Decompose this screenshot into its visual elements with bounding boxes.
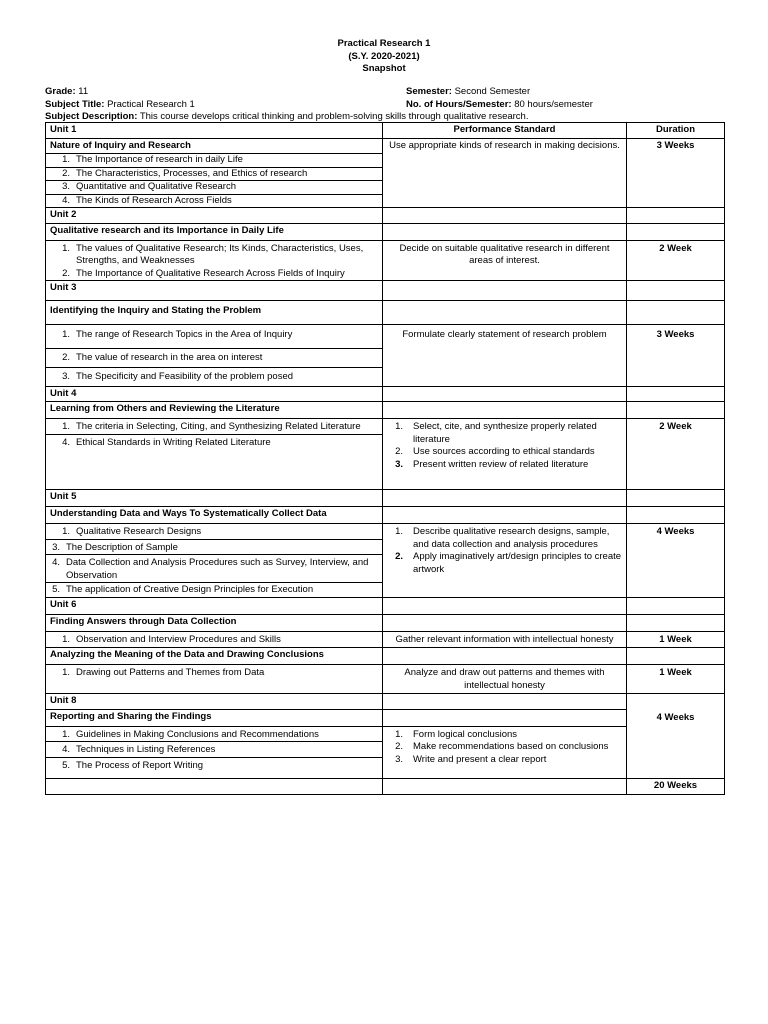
list-item	[46, 434, 382, 450]
item-number: 1.	[395, 421, 403, 432]
list-item	[46, 539, 382, 555]
empty-cell	[383, 779, 627, 795]
item-number: 2.	[62, 351, 70, 363]
item-number: 1.	[62, 154, 70, 165]
list-item	[46, 554, 382, 582]
subject-value: Practical Research 1	[104, 99, 195, 110]
unit-title-row	[46, 648, 725, 665]
empty-cell	[383, 694, 627, 710]
item-text: The Characteristics, Processes, and Ethics of research	[76, 167, 308, 179]
unit-title-row	[46, 301, 725, 325]
grade-field	[45, 86, 88, 98]
unit-title: Qualitative research and its Importance in Daily Life	[46, 223, 383, 240]
grade-value: 11	[75, 86, 89, 97]
empty-cell	[383, 223, 627, 240]
unit-label: Unit 8	[46, 694, 383, 710]
item-text: Ethical Standards in Writing Related Literature	[76, 436, 271, 448]
grade-label: Grade:	[45, 86, 76, 97]
item-text: Data Collection and Analysis Procedures such as Survey, Interview, and Observation	[66, 557, 369, 581]
duration: 2 Week	[627, 240, 725, 281]
total-row	[46, 779, 725, 795]
list-item	[50, 325, 378, 348]
column-header-standard: Performance Standard	[383, 123, 627, 139]
list-item	[387, 729, 622, 742]
performance-standard: Analyze and draw out patterns and themes with intellectual honesty	[383, 665, 627, 694]
empty-cell	[627, 490, 725, 507]
item-text: The value of research in the area on interest	[76, 351, 263, 363]
hours-label: No. of Hours/Semester:	[406, 99, 512, 110]
item-text: Select, cite, and synthesize properly related literature	[413, 421, 597, 445]
item-text: Guidelines in Making Conclusions and Recommendations	[76, 728, 319, 740]
duration: 1 Week	[627, 665, 725, 694]
item-number: 2.	[395, 741, 403, 752]
performance-standard: Gather relevant information with intellectual honesty	[383, 631, 627, 648]
list-item	[50, 268, 378, 281]
topics-cell	[46, 240, 383, 281]
item-text: The Kinds of Research Across Fields	[76, 194, 232, 206]
topics-row	[46, 240, 725, 281]
empty-cell	[627, 648, 725, 665]
list-item	[50, 419, 378, 434]
list-item	[46, 741, 382, 757]
unit-label: Unit 2	[46, 208, 383, 224]
performance-standard: Use appropriate kinds of research in making decisions.	[383, 138, 627, 208]
item-number: 1.	[395, 526, 403, 537]
unit-title-row	[46, 709, 725, 726]
list-item	[46, 194, 382, 208]
item-number: 4.	[62, 436, 70, 448]
duration: 1 Week	[627, 631, 725, 648]
list-item	[50, 154, 378, 167]
item-text: The Importance of research in daily Life	[76, 154, 243, 165]
list-item	[387, 741, 622, 754]
empty-cell	[383, 208, 627, 224]
item-text: Describe qualitative research designs, sample, and data collection and analysis procedures	[413, 526, 610, 550]
unit-title: Reporting and Sharing the Findings	[46, 709, 383, 726]
list-item	[387, 421, 622, 446]
unit-title-row	[46, 402, 725, 419]
unit-label: Unit 1	[46, 123, 383, 139]
list-item	[46, 757, 382, 779]
item-number: 4.	[62, 744, 70, 755]
empty-cell	[627, 223, 725, 240]
unit-label-row	[46, 208, 725, 224]
list-item	[387, 459, 622, 472]
list-item	[46, 367, 382, 386]
list-item	[46, 348, 382, 368]
topics-cell	[46, 524, 383, 598]
item-number: 1.	[62, 667, 70, 678]
empty-cell	[383, 614, 627, 631]
subject-label: Subject Title:	[45, 99, 105, 110]
item-number: 3.	[395, 458, 403, 470]
empty-cell	[627, 614, 725, 631]
performance-standards-cell	[383, 726, 627, 779]
unit-title-row	[46, 507, 725, 524]
item-text: Observation and Interview Procedures and Skills	[76, 633, 281, 645]
performance-standards-cell	[383, 524, 627, 598]
item-number: 2.	[62, 167, 70, 179]
empty-cell	[627, 208, 725, 224]
unit-label: Unit 5	[46, 490, 383, 507]
list-item	[50, 667, 378, 680]
subtitle-line: Snapshot	[362, 63, 406, 74]
item-text: Write and present a clear report	[413, 753, 547, 765]
empty-cell	[627, 281, 725, 301]
column-header-duration: Duration	[627, 123, 725, 139]
item-text: The Importance of Qualitative Research Across Fields of Inquiry	[76, 267, 345, 279]
empty-cell	[383, 490, 627, 507]
topics-cell	[46, 325, 383, 387]
list-item	[46, 167, 382, 181]
empty-cell	[383, 709, 627, 726]
performance-standards-cell	[383, 419, 627, 490]
duration: 3 Weeks	[627, 138, 725, 208]
list-item	[387, 526, 622, 551]
empty-cell	[383, 402, 627, 419]
item-text: Qualitative Research Designs	[76, 526, 202, 537]
item-number: 1.	[62, 526, 70, 537]
unit-title: Identifying the Inquiry and Stating the Problem	[46, 301, 383, 325]
empty-cell	[627, 386, 725, 402]
syllabus-table	[45, 122, 725, 795]
unit-label-row	[46, 281, 725, 301]
empty-cell	[383, 386, 627, 402]
school-year-line: (S.Y. 2020-2021)	[348, 50, 420, 62]
unit-label-row	[46, 386, 725, 402]
empty-cell	[627, 507, 725, 524]
item-number: 5.	[52, 584, 60, 595]
item-text: The criteria in Selecting, Citing, and Synthesizing Related Literature	[76, 421, 361, 432]
performance-standards-list	[387, 526, 622, 576]
topics-row	[46, 665, 725, 694]
empty-cell	[627, 402, 725, 419]
hours-value: 80 hours/semester	[511, 99, 593, 110]
document-title	[0, 38, 768, 76]
list-item	[46, 582, 382, 597]
unit-title: Finding Answers through Data Collection	[46, 614, 383, 631]
item-number: 1.	[62, 242, 70, 254]
hours-field	[406, 99, 593, 111]
item-text: Use sources according to ethical standards	[413, 446, 595, 457]
semester-label: Semester:	[406, 86, 452, 97]
item-number: 3.	[395, 753, 403, 765]
unit-title-row	[46, 138, 725, 154]
item-text: The application of Creative Design Principles for Execution	[66, 584, 314, 595]
item-text: Form logical conclusions	[413, 728, 518, 740]
performance-standard: Decide on suitable qualitative research in different areas of interest.	[383, 240, 627, 281]
item-text: Techniques in Listing References	[76, 744, 216, 755]
empty-cell	[46, 779, 383, 795]
empty-cell	[627, 301, 725, 325]
topics-row	[46, 325, 725, 387]
unit-label-row	[46, 597, 725, 614]
unit-title: Analyzing the Meaning of the Data and Drawing Conclusions	[46, 648, 383, 665]
topics-row	[46, 726, 725, 779]
item-number: 1.	[62, 633, 70, 645]
unit-title-row	[46, 223, 725, 240]
item-number: 5.	[62, 759, 70, 771]
list-item	[387, 551, 622, 576]
title-line: Practical Research 1	[337, 38, 431, 49]
item-text: Drawing out Patterns and Themes from Data	[76, 667, 265, 678]
item-number: 4.	[62, 194, 70, 206]
list-item	[50, 634, 378, 647]
topics-row	[46, 524, 725, 598]
topics-row	[46, 631, 725, 648]
item-text: The range of Research Topics in the Area of Inquiry	[76, 329, 293, 340]
duration: 2 Week	[627, 419, 725, 490]
empty-cell	[383, 301, 627, 325]
unit-label: Unit 3	[46, 281, 383, 301]
unit-title: Understanding Data and Ways To Systematically Collect Data	[46, 507, 383, 524]
subject-field	[45, 99, 195, 111]
item-number: 4.	[52, 557, 60, 568]
topics-cell	[46, 631, 383, 648]
item-text: The values of Qualitative Research; Its Kinds, Characteristics, Uses, Strengths, and Weaknesses	[76, 242, 364, 266]
topics-cell	[46, 154, 383, 208]
item-number: 3.	[52, 541, 60, 553]
empty-cell	[627, 597, 725, 614]
unit-title: Nature of Inquiry and Research	[46, 138, 383, 154]
unit-label: Unit 6	[46, 597, 383, 614]
list-item	[46, 180, 382, 194]
item-text: The Description of Sample	[66, 541, 178, 553]
total-duration: 20 Weeks	[627, 779, 725, 795]
unit-label-row	[46, 490, 725, 507]
unit-title-row	[46, 614, 725, 631]
performance-standards-list	[387, 421, 622, 471]
item-number: 1.	[62, 728, 70, 740]
performance-standards-list	[387, 729, 622, 767]
semester-value: Second Semester	[451, 86, 531, 97]
topics-cell	[46, 726, 383, 779]
item-text: Quantitative and Qualitative Research	[76, 181, 237, 192]
topics-row	[46, 419, 725, 490]
performance-standard: Formulate clearly statement of research problem	[383, 325, 627, 387]
table-header-row	[46, 123, 725, 139]
unit-label-row	[46, 694, 725, 710]
duration: 3 Weeks	[627, 325, 725, 387]
item-number: 2.	[395, 551, 403, 562]
item-number: 1.	[395, 728, 403, 740]
item-number: 2.	[62, 267, 70, 279]
list-item	[50, 727, 378, 742]
unit-label: Unit 4	[46, 386, 383, 402]
item-text: The Specificity and Feasibility of the problem posed	[76, 371, 294, 382]
item-number: 2.	[395, 446, 403, 457]
item-number: 3.	[62, 371, 70, 382]
item-number: 1.	[62, 329, 70, 340]
list-item	[387, 446, 622, 459]
empty-cell	[383, 648, 627, 665]
item-number: 3.	[62, 181, 70, 192]
list-item	[387, 754, 622, 767]
list-item	[50, 524, 378, 539]
item-number: 1.	[62, 421, 70, 432]
item-text: Present written review of related literature	[413, 458, 589, 470]
empty-cell	[383, 507, 627, 524]
duration: 4 Weeks	[627, 694, 725, 779]
empty-cell	[383, 597, 627, 614]
duration: 4 Weeks	[627, 524, 725, 598]
description-label: Subject Description:	[45, 111, 138, 122]
empty-cell	[383, 281, 627, 301]
topics-cell	[46, 665, 383, 694]
unit-title: Learning from Others and Reviewing the Literature	[46, 402, 383, 419]
item-text: The Process of Report Writing	[76, 759, 204, 771]
topics-cell	[46, 419, 383, 490]
item-text: Make recommendations based on conclusions	[413, 741, 609, 752]
list-item	[50, 243, 378, 268]
semester-field	[406, 86, 530, 98]
description-value: This course develops critical thinking and problem-solving skills through qualitative research.	[137, 111, 529, 122]
item-text: Apply imaginatively art/design principles to create artwork	[413, 551, 622, 575]
